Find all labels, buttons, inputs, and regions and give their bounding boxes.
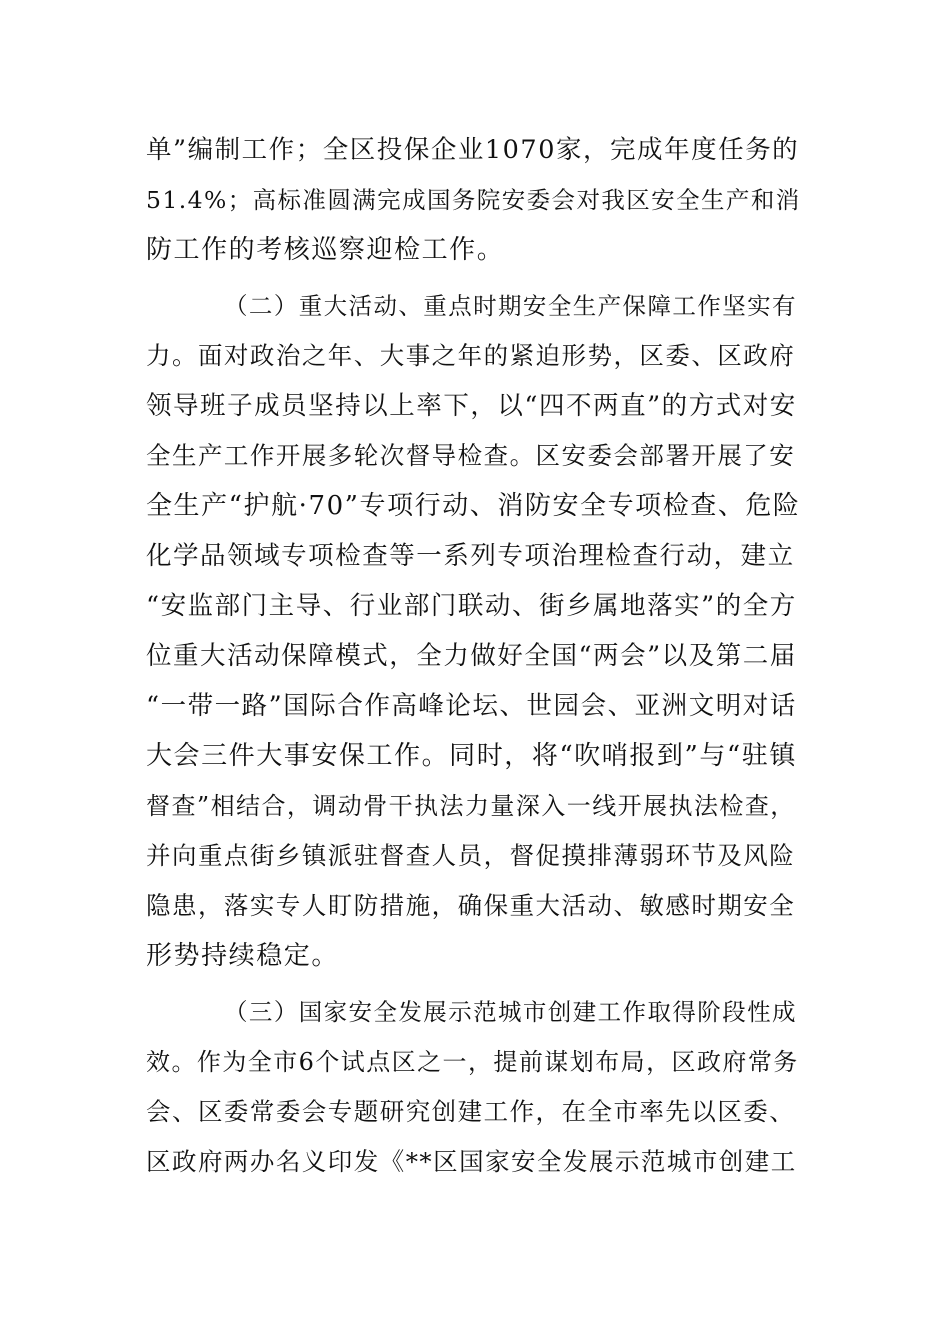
text-line: 51.4%；高标准圆满完成国务院安委会对我区安全生产和消 — [146, 186, 801, 214]
text-line: 隐患，落实专人盯防措施，确保重大活动、敏感时期安全 — [146, 891, 796, 920]
text-line: “安监部门主导、行业部门联动、街乡属地落实”的全方 — [146, 591, 797, 621]
text-line: 区政府两办名义印发《**区国家安全发展示范城市创建工 — [146, 1147, 797, 1176]
text-line: 全生产“护航·70”专项行动、消防安全专项检查、危险 — [146, 491, 801, 521]
text-line: 大会三件大事安保工作。同时，将“吹哨报到”与“驻镇 — [146, 741, 797, 771]
text-line: 并向重点街乡镇派驻督查人员，督促摸排薄弱环节及风险 — [146, 841, 796, 870]
text-line: 全生产工作开展多轮次督导检查。区安委会部署开展了安 — [146, 441, 796, 470]
section-heading-line: （三）国家安全发展示范城市创建工作取得阶段性成 — [224, 998, 797, 1026]
text-line: 防工作的考核巡察迎检工作。 — [146, 235, 505, 265]
text-line: 单”编制工作；全区投保企业1070家，完成年度任务的 — [146, 135, 800, 165]
text-line: 力。面对政治之年、大事之年的紧迫形势，区委、区政府 — [146, 341, 796, 370]
text-line: 效。作为全市6个试点区之一，提前谋划布局，区政府常务 — [146, 1048, 799, 1076]
text-line: 会、区委常委会专题研究创建工作，在全市率先以区委、 — [146, 1097, 796, 1126]
text-line: 形势持续稳定。 — [146, 941, 339, 971]
section-heading-line: （二）重大活动、重点时期安全生产保障工作坚实有 — [224, 292, 797, 320]
text-line: 督查”相结合，调动骨干执法力量深入一线开展执法检查， — [146, 792, 796, 820]
text-line: 位重大活动保障模式，全力做好全国“两会”以及第二届 — [146, 641, 797, 671]
text-line: 领导班子成员坚持以上率下，以“四不两直”的方式对安 — [146, 391, 797, 421]
text-line: “一带一路”国际合作高峰论坛、世园会、亚洲文明对话 — [146, 691, 797, 721]
text-line: 化学品领域专项检查等一系列专项治理检查行动，建立 — [146, 541, 795, 571]
